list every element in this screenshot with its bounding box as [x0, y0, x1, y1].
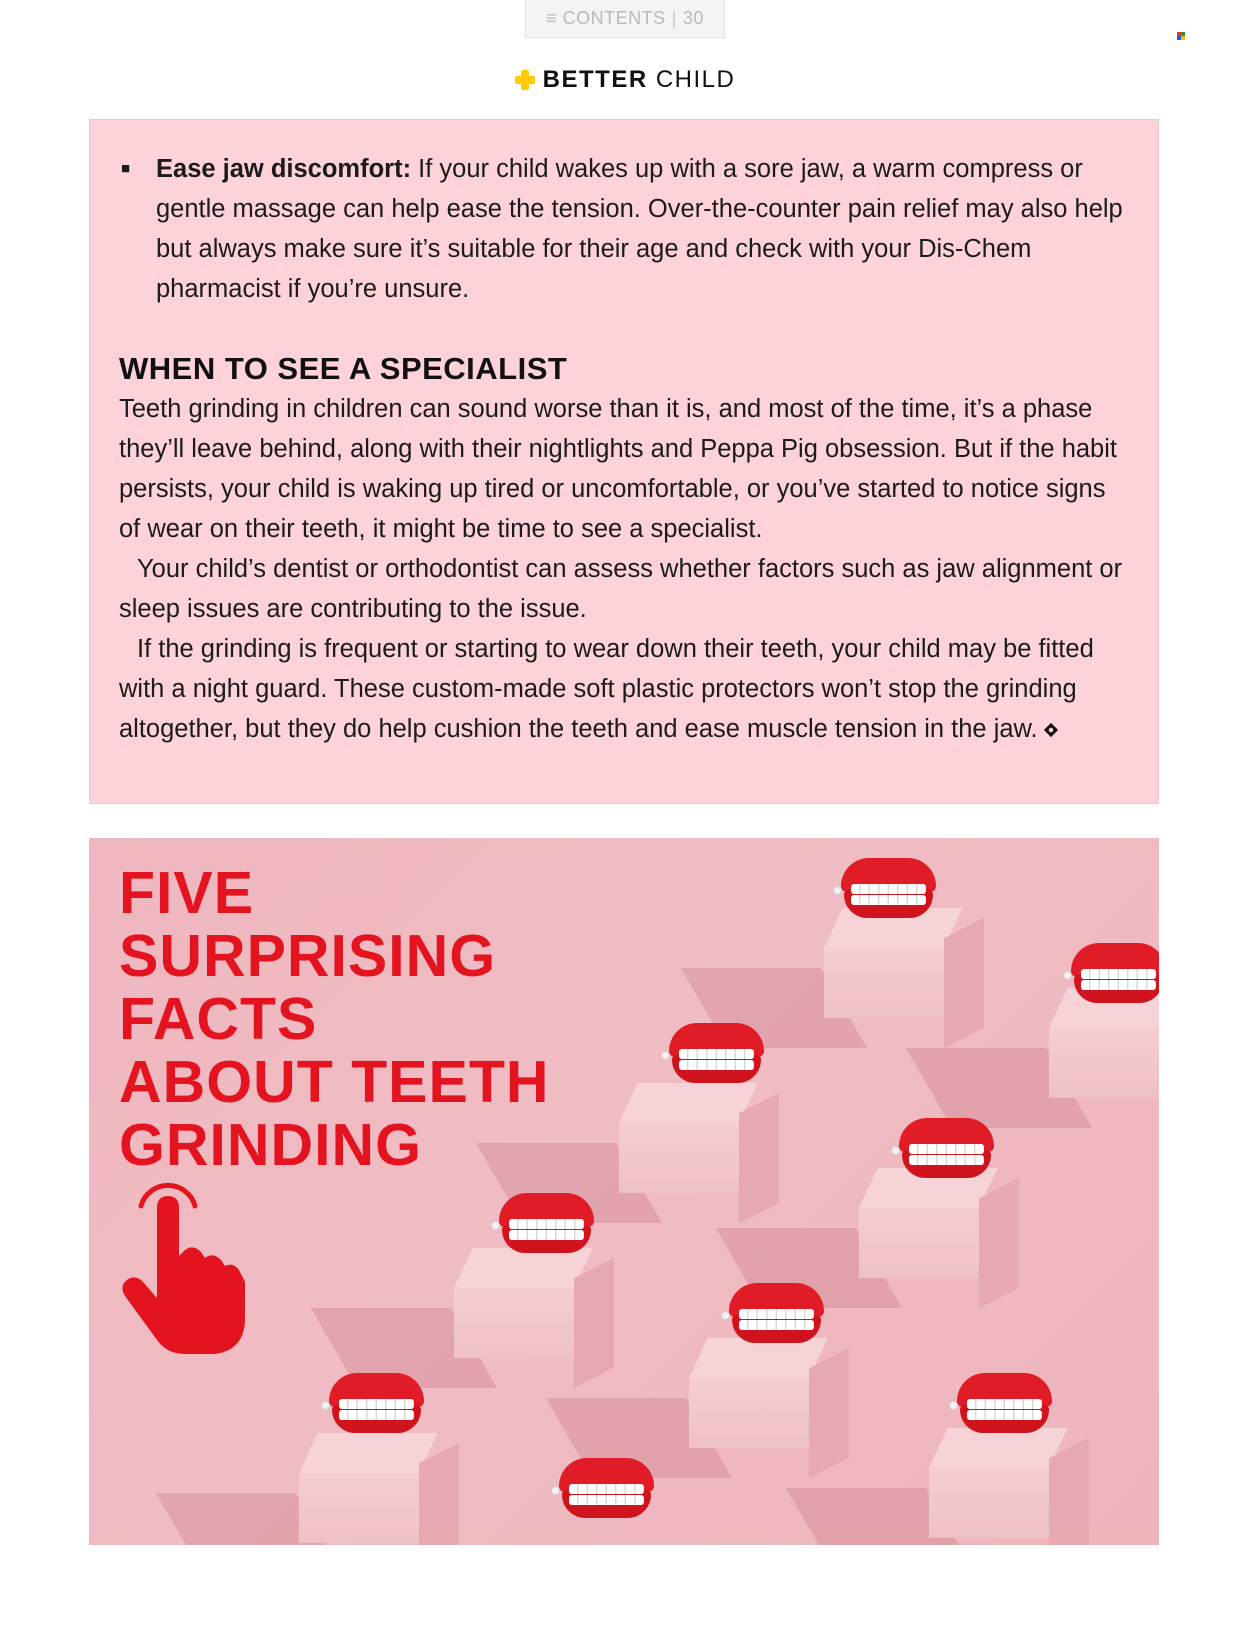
end-mark-icon [1044, 723, 1058, 737]
page-number: 30 [682, 8, 704, 28]
tap-hand-icon[interactable] [119, 1178, 249, 1358]
article-box [89, 119, 1159, 804]
contents-link[interactable]: ≡ CONTENTS [546, 8, 666, 28]
paragraph: If the grinding is frequent or starting to wear down their teeth, your child may be fitted with a night guard. These custom-made soft plastic protectors won’t stop the grinding altogether, but they do help cushion the teeth and ease muscle tension in the jaw. [119, 635, 1094, 743]
section-heading: WHEN TO SEE A SPECIALIST [119, 351, 568, 386]
paragraph: Your child’s dentist or orthodontist can assess whether factors such as jaw alignment or sleep issues are contributing to the issue. [119, 555, 1123, 623]
contents-separator: | [671, 8, 677, 28]
corner-logo-icon [1177, 32, 1185, 40]
plus-cross-icon [515, 70, 535, 90]
bullet-text: Ease jaw discomfort: If your child wakes up with a sore jaw, a warm compress or gentle massage can help ease the tension. Over-the-counter pain relief may also help but always make sure it’s suitable for their age and check with your Dis-Chem pharmacist if you’re unsure. [156, 155, 1123, 303]
hero-title: FIVE SURPRISING FACTS ABOUT TEETH GRINDING [119, 860, 550, 1178]
bullet-item [119, 149, 1132, 309]
bullet-square-icon: ■ [121, 160, 131, 177]
brand-name: BETTER CHILD [542, 66, 736, 93]
paragraph: Teeth grinding in children can sound worse than it is, and most of the time, it’s a phase they’ll leave behind, along with their nightlights and Peppa Pig obsession. But if the habit persists, your child is waking up tired or uncomfortable, or you’ve started to notice signs of wear on their teeth, it might be time to see a specialist. [119, 395, 1117, 543]
contents-tab[interactable] [525, 0, 725, 38]
hero-image[interactable] [89, 838, 1159, 1545]
brand-header [0, 66, 1250, 94]
